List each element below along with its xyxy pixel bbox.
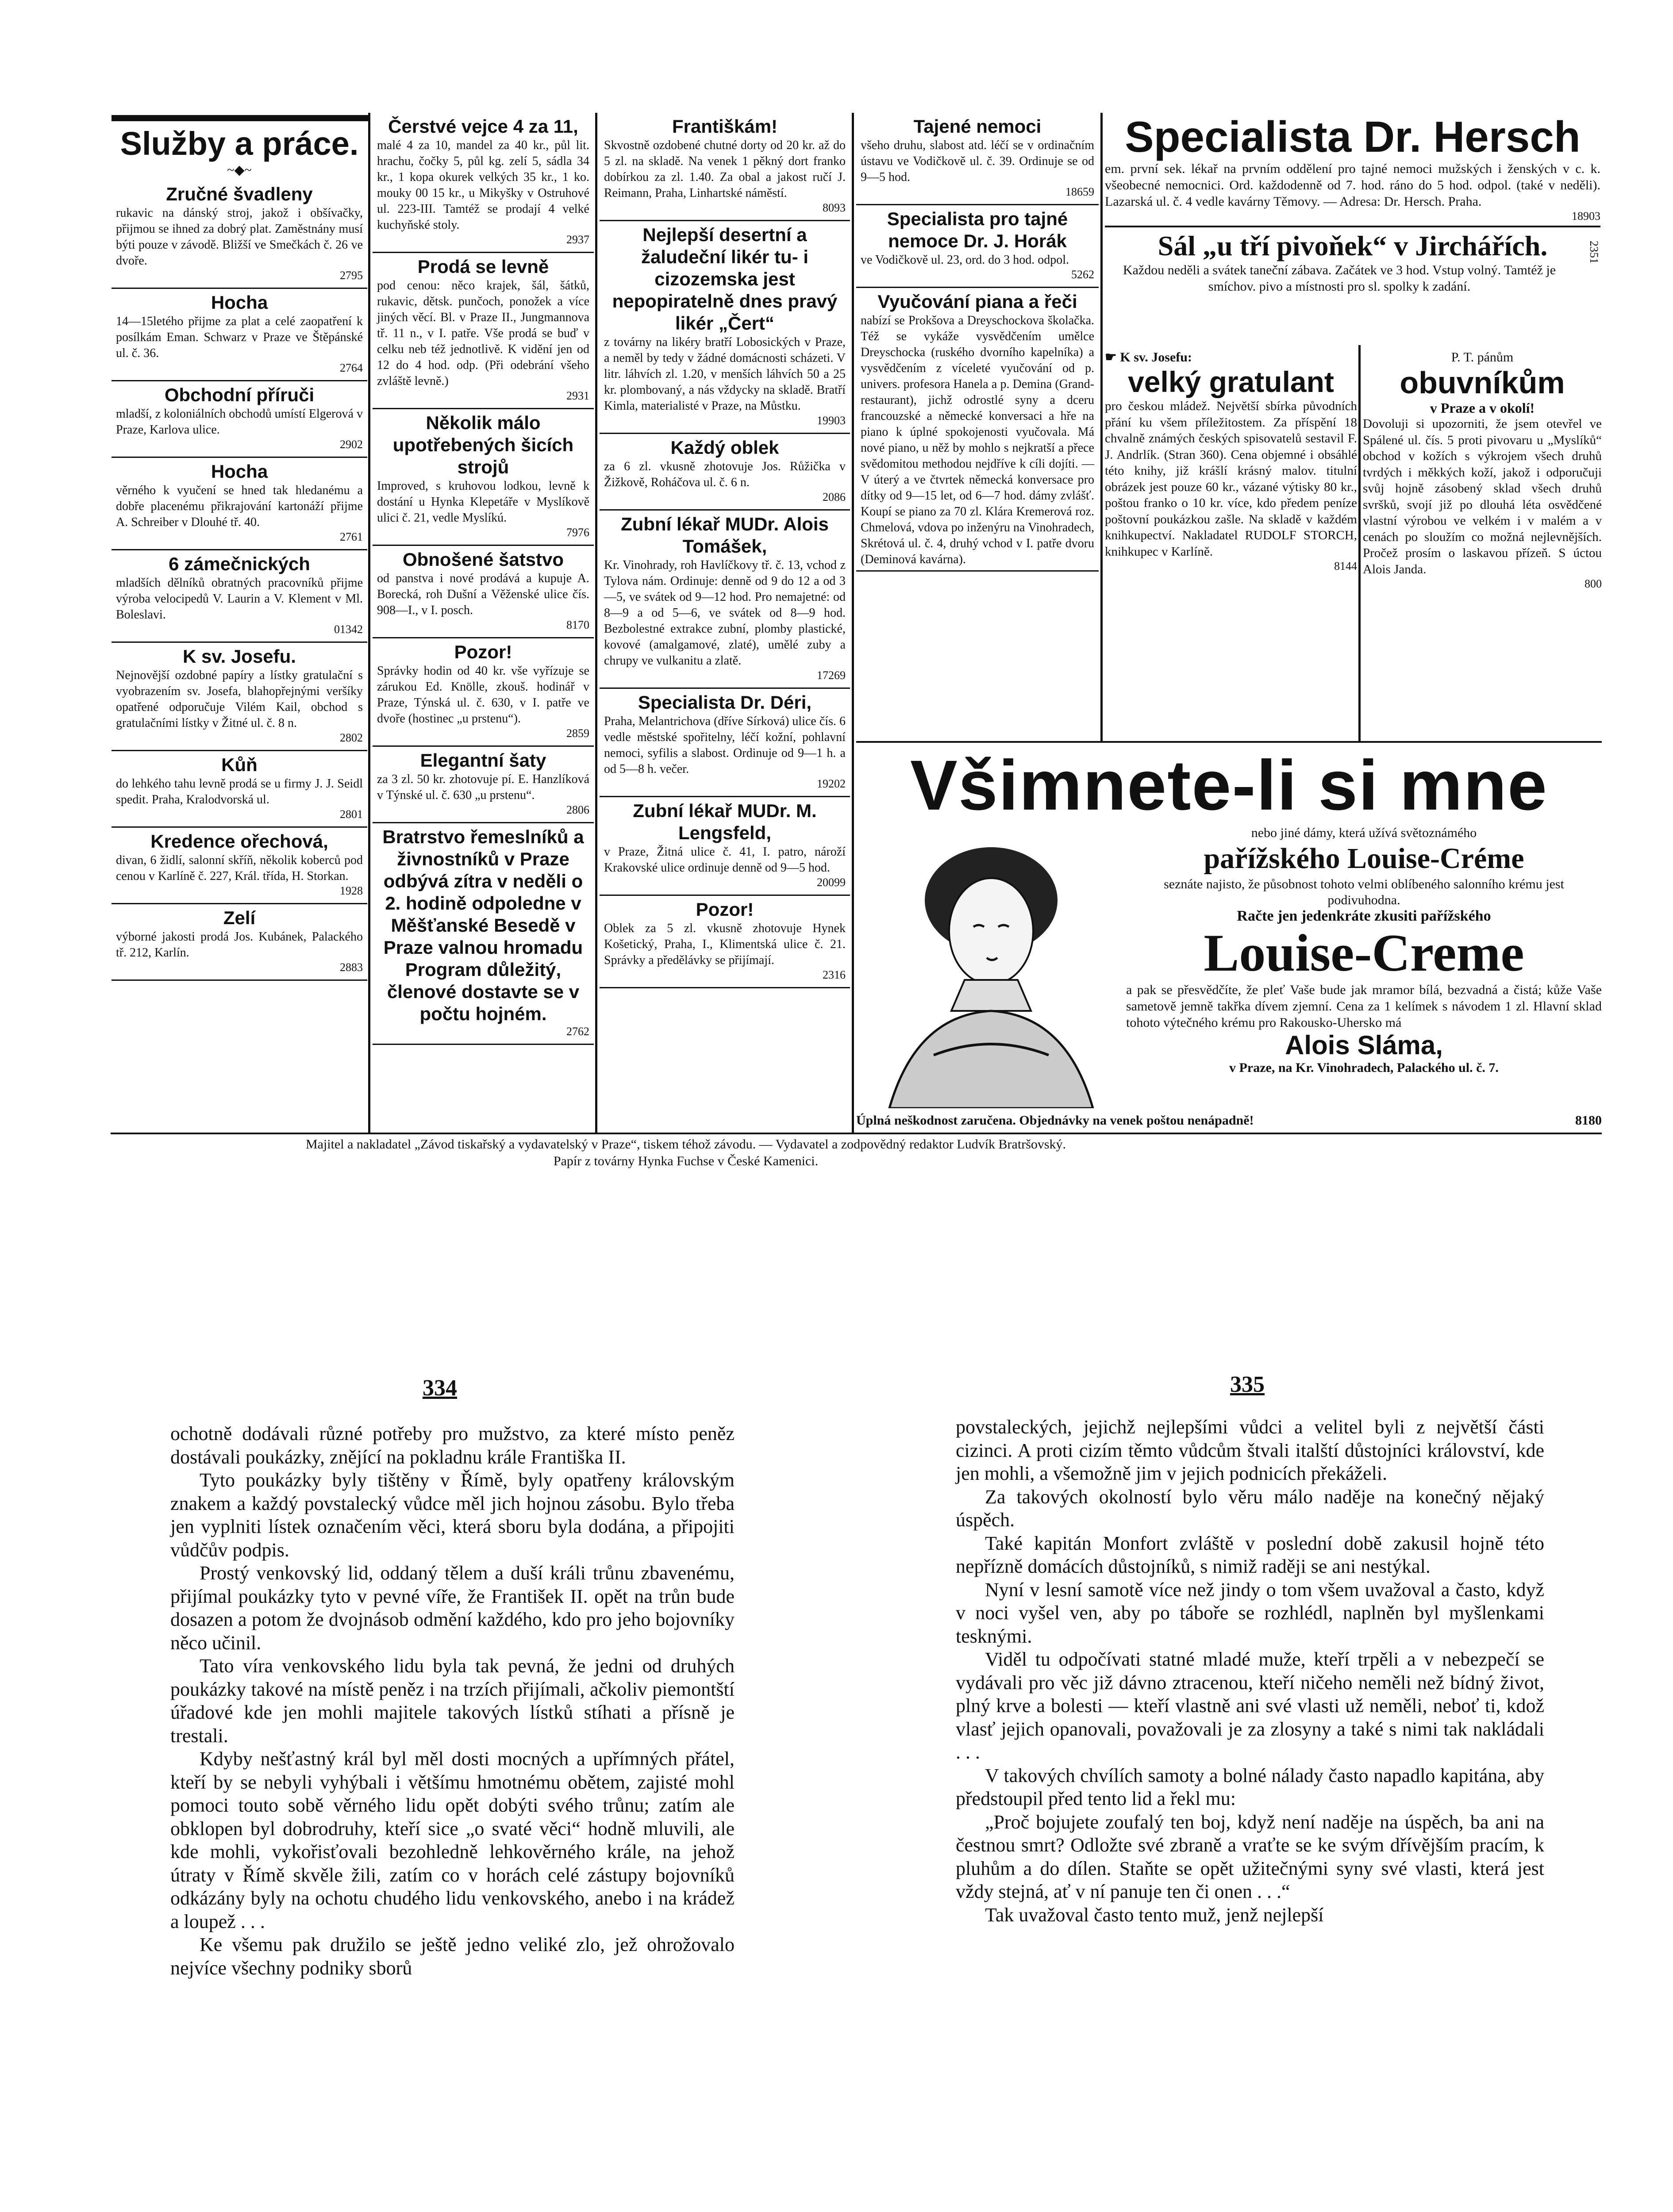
ad-block	[112, 289, 367, 381]
hersch-text: em. první sek. lékař na prvním oddělení pro tajné nemoci mužských i ženských v c. k. všeobecné nemocnici. Ord. každodenně od 7. hod. ráno do 5 hod. odpol. (také v neděli). Lazarská ul. č. 4 vedle kavárny Těmovy. — Adresa: Dr. Hersch. Praha.	[1105, 161, 1600, 209]
ads-list	[112, 180, 367, 981]
ad-block	[112, 904, 367, 981]
story-paragraph: Tak uvažoval často tento muž, jenž nejlepší	[985, 1904, 1324, 1926]
ad-block	[373, 409, 594, 546]
ad-text: výborné jakosti prodá Jos. Kubánek, Palackého tř. 212, Karlín.	[116, 930, 363, 960]
story-column-left	[170, 1422, 735, 2212]
ad-number: 7976	[566, 526, 589, 539]
ads-list	[373, 113, 594, 1045]
ad-block	[856, 113, 1099, 205]
ad-number: 01342	[334, 623, 363, 636]
pointing-hand-icon: ☛	[1105, 350, 1120, 365]
ad-block	[112, 381, 367, 458]
ad-rule	[856, 741, 1602, 743]
ads-column-4	[856, 113, 1099, 741]
hersch-ad	[1105, 113, 1600, 345]
ad-heading: Nejlepší desertní a žaludeční likér tu- i cizozemska jest nepopiratelně dnes pravý likér „Čert“	[612, 224, 838, 334]
ad-number: 2806	[566, 803, 589, 816]
gratulant-title: velký gratulant	[1128, 365, 1334, 398]
ad-block	[856, 205, 1099, 288]
ornament-divider: ~◆~	[227, 163, 252, 177]
louise-ad	[1126, 825, 1602, 1113]
gratulant-ad	[1105, 349, 1357, 739]
ad-number: 2859	[566, 727, 589, 740]
ad-heading: Několik málo upotřebených šicích strojů	[392, 412, 574, 477]
louise-creme-title: Louise-Creme	[1204, 923, 1524, 982]
ad-block	[600, 896, 850, 988]
ad-heading: Obchodní příruči	[164, 384, 315, 405]
story-paragraph: Viděl tu odpočívati statné mladé muže, kteří trpěli a v nebezpečí se vydávali pro věc již dávno ztracenou, kteří ničeho neměli než bídný život, plný krve a bolesti — kteří vlastně ani své vlasti už neměli, neboť ti, kdož vlasť jejich opanovali, považovali je za zlosyny a také s nimi tak nakládali . . .	[956, 1648, 1544, 1763]
ad-heading: Obnošené šatstvo	[402, 549, 564, 570]
ad-text: Správky hodin od 40 kr. vše vyřízuje se zárukou Ed. Knölle, zkouš. hodinář v Praze, Týnská ul. č. 630, v I. patře ve dvoře (hostinec „u prstenu“).	[377, 664, 589, 726]
ad-block	[112, 643, 367, 751]
ad-block	[112, 751, 367, 828]
ad-heading: Tajené nemoci	[913, 116, 1042, 137]
ad-block	[373, 253, 594, 409]
story-paragraph: Za takových okolností bylo věru málo naděje na konečný nějaký úspěch.	[956, 1486, 1544, 1531]
ad-number: 8170	[566, 618, 589, 631]
ad-block	[373, 113, 594, 253]
ad-heading: Kůň	[221, 754, 258, 775]
column-divider	[595, 113, 597, 1133]
ads-column-1	[112, 126, 367, 1130]
ad-text: Nejnovější ozdobné papíry a lístky gratulační s vyobrazením sv. Josefa, blahopřejnými veršíky opatřené odporučuje Vilém Kail, obchod s gratulačními lístky v Žitné ul. č. 8 n.	[116, 668, 363, 730]
column-divider	[1358, 345, 1361, 741]
slama-name: Alois Sláma,	[1285, 1030, 1443, 1060]
column-divider	[1100, 113, 1103, 741]
ads-column-3	[600, 113, 850, 1130]
ad-text: věrného k vyučení se hned tak hledanému a dobře placenému přikrajování kartonáží přijme A. Schreiber v Dlouhé tř. 40.	[116, 484, 363, 529]
story-paragraph: Nyní v lesní samotě více než jindy o tom všem uvažoval a často, když v noci vyšel ven, aby po táboře se rozhlédl, naplněn byl myšlenkami tesknými.	[956, 1578, 1544, 1647]
story-paragraph: Prostý venkovský lid, oddaný tělem a duší králi trůnu zbavenému, přijímal poukázky tyto v pevné víře, že František II. opět na trůn bude dosazen a potom že dvojnásob odmění každého, kdo pro jeho bojovníky něco učinil.	[170, 1562, 735, 1654]
slama-address: v Praze, na Kr. Vinohradech, Palackého ul. č. 7.	[1229, 1060, 1499, 1075]
story-paragraph: povstaleckých, jejichž nejlepšími vůdci a velitel byli z největší části cizinci. A proti cizím těmto vůdcům štvali italští důstojníci království, kde jen mohli, a všemožně jim v jejich podnicích překáželi.	[956, 1416, 1544, 1484]
ad-number: 17269	[817, 669, 846, 682]
ad-number: 2086	[823, 491, 846, 503]
ad-block	[112, 180, 367, 289]
ad-number: 2883	[340, 961, 363, 974]
imprint-line-1: Majitel a nakladatel „Závod tiskařský a vydavatelský v Praze“, tiskem téhož závodu. — Vydavatel a zodpovědný redaktor Ludvík Bratršovský.	[305, 1137, 1066, 1152]
ad-text: Skvostně ozdobené chutné dorty od 20 kr. až do 5 zl. na skladě. Na venek 1 pěkný dort franko dobírkou za zl. 1.40. Za obal a jakost ručí J. Reimann, Praha, Linhartské náměstí.	[604, 138, 846, 200]
ad-text: za 6 zl. vkusně zhotovuje Jos. Růžička v Žižkově, Roháčova ul. č. 6 n.	[604, 460, 846, 489]
ad-block	[112, 550, 367, 643]
ad-heading: Františkám!	[672, 116, 778, 137]
ad-heading: Zubní lékař MUDr. M. Lengsfeld,	[633, 800, 817, 843]
imprint-line-2: Papír z továrny Hynka Fuchse v České Kamenici.	[553, 1154, 819, 1168]
section-bottom-rule	[111, 1133, 1602, 1134]
ad-block	[600, 689, 850, 797]
ad-heading: Čerstvé vejce 4 za 11,	[388, 116, 578, 137]
josef-text: K sv. Josefu:	[1120, 350, 1192, 365]
ad-block	[600, 797, 850, 896]
ad-block	[600, 511, 850, 689]
column-divider	[852, 113, 854, 1133]
ad-heading: Bratrstvo řemeslníků a živnostníků v Praze odbývá zítra v neděli o 2. hodině odpoledne v Měšťanské Besedě v Praze valnou hromadu Program důležitý, členové dostavte se v počtu hojném.	[382, 826, 584, 1024]
ad-heading: Zubní lékař MUDr. Alois Tomášek,	[621, 514, 829, 557]
ad-heading: Specialista Dr. Déri,	[638, 692, 812, 713]
ad-heading: Pozor!	[454, 641, 512, 662]
ad-number: 18659	[1065, 185, 1094, 198]
ad-heading: Vyučování piana a řeči	[877, 291, 1077, 312]
column-top-rule	[112, 115, 369, 121]
column-divider	[368, 113, 370, 1133]
vsimnete-sub: nebo jiné dámy, která užívá světoznámého	[1251, 826, 1477, 840]
obuv-text: Dovoluji si upozorniti, že jsem otevřel ve Spálené ul. čís. 5 proti pivovaru u „Myslíků“ obchod v kožích s výkrojem všech druhů tvrdých i měkkých koží, jakož i odporučuji svůj hojně zásobený sklad všech druhů svršků, svojí již po dlouhá léta osvědčené vlastní výrobou ve velkém i v malém a v cenách po sloužím co možná nejlevnějších. Pročež prosím o laskavou přízeň. S úctou Alois Janda.	[1363, 417, 1602, 576]
obuv-sub: v Praze a v okolí!	[1430, 400, 1535, 416]
ad-text: Improved, s kruhovou lodkou, levně k dostání u Hynka Klepetáře v Myslíkově ulici č. 21, vedle Myslíkú.	[377, 479, 589, 525]
ad-number: 2762	[566, 1025, 589, 1038]
ad-number: 2931	[566, 389, 589, 402]
ad-number: 19903	[817, 414, 846, 427]
story-paragraph: „Proč bojujete zoufalý ten boj, když není naděje na úspěch, ba ani na čestnou smrt? Odložte své zbraně a vraťte se ke svým dřívějším pracím, k pluhům a do dílen. Staňte se opět užitečnými syny své vlasti, která jest vždy stejná, ať v ní panuje ten či onen . . .“	[956, 1811, 1544, 1902]
ad-number: 20099	[817, 876, 846, 889]
ad-heading: Hocha	[211, 292, 268, 313]
ad-number: 2761	[340, 530, 363, 543]
hall-title: Sál „u tří pivoňek“ v Jirchářích.	[1158, 230, 1548, 261]
guarantee-text: Úplná neškodnost zaručena. Objednávky na venek poštou nenápadně!	[856, 1113, 1254, 1128]
louise-text-1: seznáte najisto, že působnost tohoto velmi oblíbeného salonního krému jest podivuhodna.	[1164, 877, 1564, 907]
ad-text: malé 4 za 10, mandel za 40 kr., půl lit. hrachu, čočky 5, půl kg. zelí 5, sádla 34 kr., 1 kopa okurek velkých 35 kr., 1 ko. mouky 00 15 kr., u Mikyšky v Ostruhové ul. 223-III. Tamtéž se prodají 4 velké kuchyňské stoly.	[377, 138, 589, 232]
ad-heading: Elegantní šaty	[420, 750, 546, 771]
ad-heading: Prodá se levně	[417, 256, 549, 277]
obuv-small: P. T. pánům	[1451, 350, 1514, 365]
story-paragraph: Ke všemu pak družilo se ještě jedno veliké zlo, jež ohrožovalo nejvíce všechny podniky sborů	[170, 1934, 735, 1979]
ad-heading: Specialista pro tajné nemoce Dr. J. Horák	[887, 208, 1068, 251]
ads-list	[856, 113, 1099, 572]
ad-number: 8180	[1575, 1113, 1602, 1128]
guarantee-line	[856, 1113, 1602, 1129]
ad-text: v Praze, Žitná ulice č. 41, I. patro, nároží Krakovské ulice ordinuje denně od 9—5 hod.	[604, 845, 846, 875]
ad-text: Oblek za 5 zl. vkusně zhotovuje Hynek Košetický, Praha, I., Klimentská ulice č. 21. Správky a předělávky se přijímají.	[604, 922, 846, 967]
vsimnete-title: Všimnete-li si mne	[910, 748, 1548, 825]
ad-text: rukavic na dánský stroj, jakož i obšívačky, přijmou se ihned za dobrý plat. Zaměstnány musí býti pouze v závodě. Bližší ve Smečkách č. 26 ve dvoře.	[116, 206, 363, 268]
vsimnete-ad-title	[856, 748, 1602, 825]
ad-block	[112, 828, 367, 904]
hall-text: Každou neděli a svátek taneční zábava. Začátek ve 3 hod. Vstup volný. Tamtéž je smíchov. pivo a místnosti pro sl. spolky k zadání.	[1123, 263, 1556, 294]
ad-block	[373, 747, 594, 823]
ad-number: 2795	[340, 269, 363, 282]
page-number-left: 334	[423, 1375, 457, 1401]
ad-number: 19202	[817, 777, 846, 790]
ad-text: 14—15letého přijme za plat a celé zaopatření k posílkám Eman. Schwarz v Praze ve Štěpánské ul. č. 36.	[116, 315, 363, 360]
ad-number: 800	[1585, 577, 1602, 590]
ad-block	[112, 458, 367, 550]
ad-heading: Kredence ořechová,	[150, 831, 328, 852]
lady-portrait-illustration	[863, 825, 1119, 1108]
parizskeho-title: pařížského Louise-Créme	[1204, 842, 1524, 875]
ad-text: ve Vodičkově ul. 23, ord. do 3 hod. odpol.	[861, 253, 1069, 267]
ad-block	[856, 288, 1099, 572]
ad-text: za 3 zl. 50 kr. zhotovuje pí. E. Hanzlíková v Týnské ul. č. 630 „u prstenu“.	[377, 772, 589, 802]
ad-heading: Pozor!	[696, 899, 754, 920]
ad-number: 2937	[566, 233, 589, 246]
ad-number: 2801	[340, 808, 363, 821]
ad-number: 2351	[1588, 241, 1600, 264]
louise-text-2: a pak se přesvědčíte, že pleť Vaše bude jak mramor bílá, bezvadná a čistá; kůže Vaše sametově jemně takřka dívem zjemní. Cena za 1 kelímek s návodem 1 zl. Hlavní sklad tohoto výtečného krému pro Rakousko-Uhersko má	[1126, 983, 1602, 1030]
ad-number: 2802	[340, 731, 363, 744]
ad-block	[373, 546, 594, 638]
ad-number: 2902	[340, 438, 363, 451]
josef-label	[1105, 349, 1357, 365]
ad-text: všeho druhu, slabost atd. léčí se v ordinačním ústavu ve Vodičkově ul. č. 39. Ordinuje se od 9—5 hod.	[861, 138, 1094, 184]
ad-block	[600, 113, 850, 221]
ad-number: 5262	[1071, 268, 1094, 281]
ad-number: 1928	[340, 884, 363, 897]
ad-text: Praha, Melantrichova (dříve Sírková) ulice čís. 6 vedle městské spořitelny, léčí kožní, pohlavní nemoci, syfilis a slabost. Ordinuje od 9—1 h. a od 5—8 h. večer.	[604, 714, 846, 776]
ad-number: 8093	[823, 201, 846, 214]
story-paragraph: Tato víra venkovského lidu byla tak pevná, že jedni od druhých poukázky takové na místě peněz i na trzích přijímali, ačkoliv piemontští úřadové kde jen mohli majitele takových lístků stíhati a přísně je trestali.	[170, 1655, 735, 1747]
face-shape	[949, 878, 1033, 984]
ad-number: 2764	[340, 361, 363, 374]
louise-bottom-line	[856, 1113, 1602, 1132]
ad-text: do lehkého tahu levně prodá se u firmy J. J. Seidl spedit. Praha, Kralodvorská ul.	[116, 777, 363, 806]
ad-text: mladší, z koloniálních obchodů umístí Elgerová v Praze, Karlova ulice.	[116, 407, 363, 437]
ad-heading: K sv. Josefu.	[183, 646, 296, 667]
neck-shape	[951, 980, 1031, 1011]
ad-text: Kr. Vinohrady, roh Havlíčkovy tř. č. 13, vchod z Tylova nám. Ordinuje: denně od 9 do 12 a od 3—5, ve svátek od 9—12 hod. Pro nemajetné: od 8—9 a od 5—6, ve svátek od 8—9 hod. Bezbolestné extrakce zubní, plomby plastické, kovové (amalgamové, zlaté), umělé zuby a chrupy ve vulkanitu a zlatě.	[604, 558, 846, 668]
ad-number: 8144	[1334, 560, 1357, 572]
ads-list	[600, 113, 850, 988]
ads-column-2	[373, 113, 594, 1130]
section-title: Služby a práce.	[120, 126, 359, 162]
story-paragraph: Tyto poukázky byly tištěny v Římě, byly opatřeny královským znakem a každý povstalecký vůdce měl jich hojnou zásobu. Bylo třeba jen vyplniti lístek označením věci, která sboru byla dodána, a připojiti vůdčův podpis.	[170, 1469, 735, 1561]
ad-heading: Zručné švadleny	[166, 184, 313, 204]
obuv-title: obuvníkům	[1400, 365, 1565, 400]
gratulant-text: pro českou mládež. Největší sbírka původních přání ku všem příležitostem. Za příspění 18 chvalně známých českých spisovatelů sestavil F. J. Andrlík. (Stran 360). Cena objemné i obsáhlé této knihy, již krášlí krásný malov. titulní obrázek jest pouze 60 kr., vázané výtisky 80 kr., poštou franko o 10 kr. více, kdo předem peníze poštovní poukázkou zašle. Na skladě v každém knihkupectví. Nakladatel RUDOLF STORCH, knihkupec v Karlíně.	[1105, 399, 1357, 559]
story-column-right	[956, 1416, 1544, 2212]
story-paragraph: Kdyby nešťastný král byl měl dosti mocných a upřímných přátel, kteří by se nebyli vyhýbali i většímu hmotnému obětem, zajisté mohl pomoci touto sobě věrného lidu opět dobýti svého trůnu; zatím ale obklopen byl dobrodruhy, kteří sice „o svaté věci“ hodně mluvili, ale kde mohli, vykořisťovali bezohledně lehkověrného krále, na jehož útraty v Římě skvěle žili, zatím co v horách celé zástupy bojovníků odkázány byly na ochotu chudého lidu venkovského, anebo i na krádež a loupež . . .	[170, 1748, 735, 1932]
obuvnik-ad	[1363, 349, 1602, 739]
ad-block	[600, 221, 850, 434]
ad-text: pod cenou: něco krajek, šál, šátků, rukavic, dětsk. punčoch, ponožek a více jiných věcí. Bl. v Praze II., Jungmannova tř. 11 n., v I. patře. Vše prodá se buď v celku neb též jednotlivě. K vidění jen od 12 do 4 hod. odp. (Při odebrání všeho zvláště levně.)	[377, 279, 589, 388]
ad-heading: Zelí	[223, 907, 256, 928]
ad-text: z továrny na likéry bratří Lobosických v Praze, a neměl by tedy v žádné domácnosti scházeti. V litr. láhvích zl. 1.20, v menších láhvích 50 a 25 kr. plombovaný, a nás vždycky na skladě. Bratří Kimla, materialisté v Praze, na Můstku.	[604, 335, 846, 413]
ad-block	[600, 434, 850, 511]
hall-ad	[1105, 226, 1600, 295]
dress-shape	[889, 1011, 1093, 1108]
story-paragraph: Také kapitán Monfort zvláště v poslední době zakusil hojně této nepřízně domácích důstojníků, s nimiž raději se ani nestýkal.	[956, 1532, 1544, 1577]
ad-heading: Každý oblek	[670, 437, 779, 458]
ad-heading: 6 zámečnických	[169, 553, 310, 574]
story-paragraph: V takových chvílích samoty a bolné nálady často napadlo kapitána, aby předstoupil před tento lid a řekl mu:	[956, 1764, 1544, 1809]
ad-number: 2316	[823, 968, 846, 981]
ad-block	[373, 823, 594, 1045]
hersch-title: Specialista Dr. Hersch	[1125, 113, 1581, 161]
ad-text: mladších dělníků obratných pracovníků přijme výroba velocipedů V. Laurin a V. Klement v Ml. Boleslavi.	[116, 576, 363, 622]
ad-heading: Hocha	[211, 461, 268, 482]
ad-text: divan, 6 židlí, salonní skříň, několik koberců pod cenou v Karlíně č. 227, Král. třída, H. Storkan.	[116, 853, 363, 883]
ad-number: 18903	[1572, 210, 1600, 223]
ad-block	[373, 638, 594, 747]
story-paragraph: ochotně dodávali různé potřeby pro mužstvo, za které místo peněz dostávali poukázky, znějící na pokladnu krále Františka II.	[170, 1423, 735, 1468]
page-number-right: 335	[1230, 1372, 1265, 1397]
ad-text: nabízí se Prokšova a Dreyschockova školačka. Též se vykáže vysvědčením umělce Dreyschocka (ruského dvorního kapelníka) a vysvědčením z víceleté vyučování od p. univers. profesora Hanela a p. Demina (Grand-restaurant), jichž odrostlé syny a dceru francouzské a německé konversaci a hře na piano k úplné spokojenosti vyučovala. Má nové piano, u něž by mohlo s nejkratší a přece svědomitou methodou nejdříve k cíli dojíti. — V úterý a ve čtvrtek německá konversace pro dítky od 9—15 let, od 6—7 hod. dámy zvlášť. Koupí se piano za 70 zl. Klára Kremerová roz. Chmelová, vdova po inženýru na Vinohradech, Skrétová ul. č. 4, druhý vchod v I. patře dvoru (Deminová kavárna).	[861, 314, 1094, 566]
ad-text: od panstva i nové prodává a kupuje A. Borecká, roh Dušní a Věženské ulice čís. 908—I., v I. posch.	[377, 572, 589, 617]
racte-line: Račte jen jedenkráte zkusiti pařížského	[1237, 908, 1491, 924]
